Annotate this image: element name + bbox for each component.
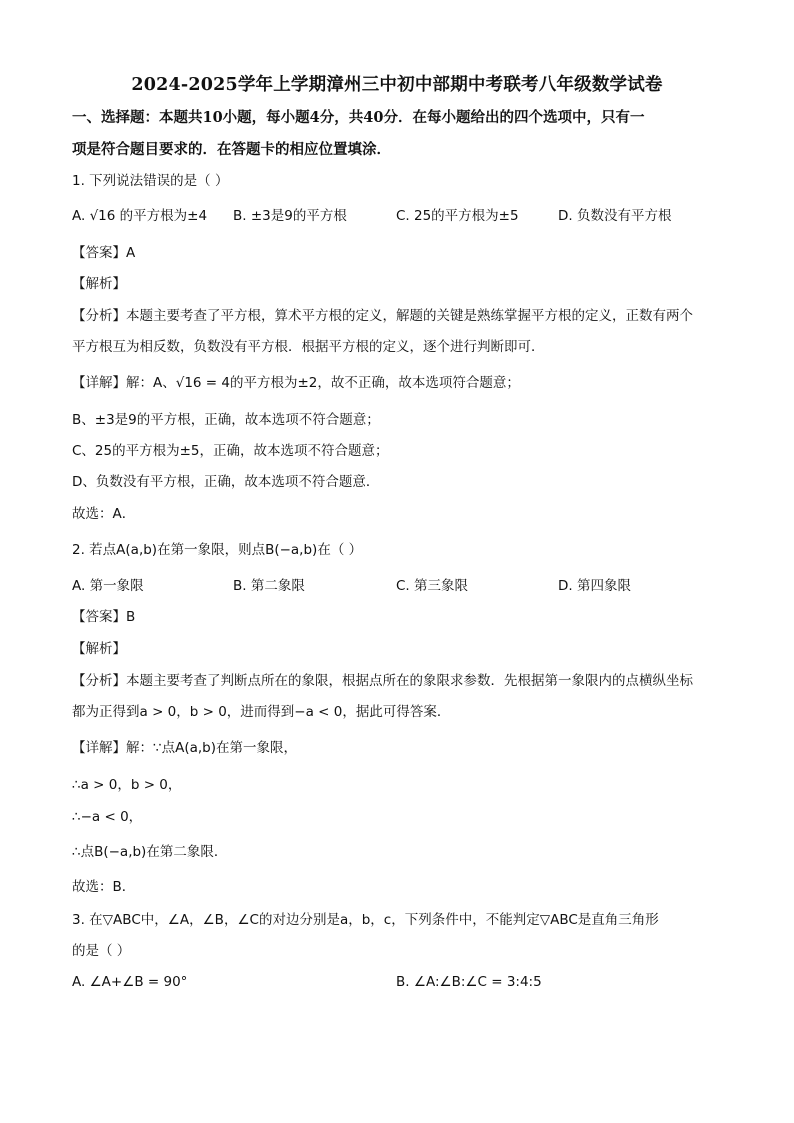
q3-stem-line2: 的是（ ） — [72, 943, 131, 959]
q2-option-b: B. 第二象限 — [233, 578, 305, 594]
q3-option-a: A. ∠A+∠B = 90° — [72, 974, 188, 990]
q1-conclusion: 故选：A． — [72, 506, 136, 522]
q2-detail-line2: ∴a > 0，b > 0， — [72, 777, 182, 793]
section-heading-line2: 项是符合题目要求的．在答题卡的相应位置填涂． — [72, 141, 391, 158]
q2-detail-line3: ∴−a < 0， — [72, 809, 143, 825]
q1-option-a: A. √16 的平方根为±4 — [72, 208, 208, 224]
q1-analysis-line1: 【分析】本题主要考查了平方根，算术平方根的定义，解题的关键是熟练掌握平方根的定义，正数有两个 — [72, 308, 693, 324]
q3-stem-line1: 3. 在▽ABC中，∠A，∠B，∠C的对边分别是a，b，c，下列条件中，不能判定▽ABC是直角三角形 — [72, 912, 659, 928]
q1-answer: 【答案】A — [72, 245, 136, 261]
q1-detail-line2: B、±3是9的平方根，正确，故本选项不符合题意； — [72, 412, 380, 428]
q1-jiexi-label: 【解析】 — [72, 276, 126, 292]
q2-answer: 【答案】B — [72, 609, 136, 625]
q2-analysis-line1: 【分析】本题主要考查了判断点所在的象限，根据点所在的象限求参数．先根据第一象限内的点横纵坐标 — [72, 673, 693, 689]
q1-stem: 1. 下列说法错误的是（ ） — [72, 173, 229, 189]
q2-stem: 2. 若点A(a,b)在第一象限，则点B(−a,b)在（ ） — [72, 542, 363, 558]
q1-option-c: C. 25的平方根为±5 — [396, 208, 519, 224]
q3-option-b: B. ∠A:∠B:∠C = 3:4:5 — [396, 974, 542, 990]
q1-detail-line3: C、25的平方根为±5，正确，故本选项不符合题意； — [72, 443, 389, 459]
section-heading-line1: 一、选择题：本题共10小题，每小题4分，共40分．在每小题给出的四个选项中，只有一 — [72, 109, 645, 126]
q2-conclusion: 故选：B． — [72, 879, 136, 895]
q2-option-d: D. 第四象限 — [558, 578, 631, 594]
q1-option-d: D. 负数没有平方根 — [558, 208, 672, 224]
q1-detail-line1: 【详解】解：A、√16 = 4的平方根为±2，故不正确，故本选项符合题意； — [72, 375, 520, 391]
q2-jiexi-label: 【解析】 — [72, 641, 126, 657]
q2-option-c: C. 第三象限 — [396, 578, 469, 594]
q1-detail-line4: D、负数没有平方根，正确，故本选项不符合题意． — [72, 474, 380, 490]
q2-option-a: A. 第一象限 — [72, 578, 144, 594]
q1-option-b: B. ±3是9的平方根 — [233, 208, 347, 224]
q1-analysis-line2: 平方根互为相反数，负数没有平方根．根据平方根的定义，逐个进行判断即可． — [72, 339, 545, 355]
q2-detail-line4: ∴点B(−a,b)在第二象限． — [72, 844, 228, 860]
q2-detail-line1: 【详解】解：∵点A(a,b)在第一象限， — [72, 740, 297, 756]
q2-analysis-line2: 都为正得到a > 0，b > 0，进而得到−a < 0，据此可得答案． — [72, 704, 451, 720]
exam-title: 2024-2025学年上学期漳州三中初中部期中考联考八年级数学试卷 — [131, 75, 663, 95]
